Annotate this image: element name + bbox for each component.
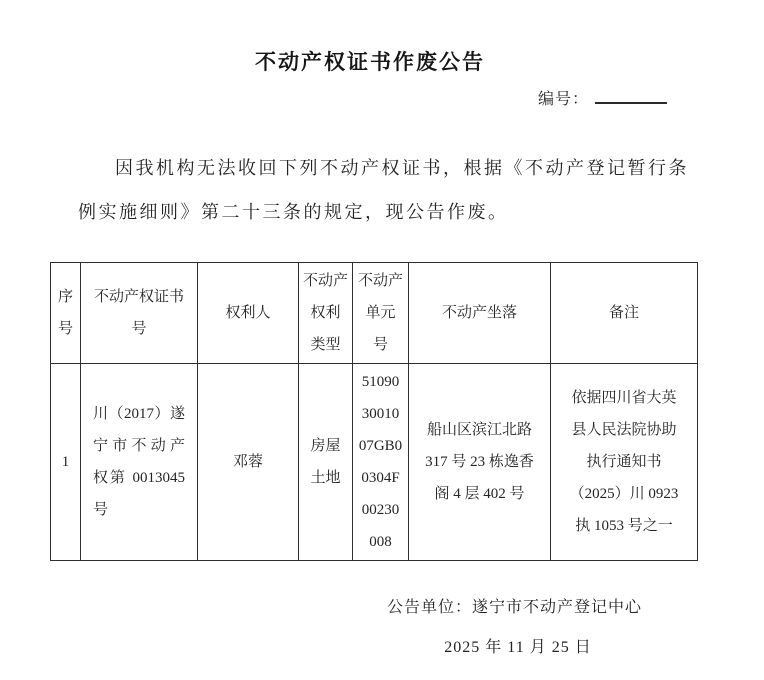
document-number-label: 编号：: [538, 91, 590, 108]
text-line: 序: [57, 289, 73, 305]
text-line: 权第 0013045: [93, 470, 185, 486]
text-line: 号: [372, 337, 388, 353]
body-line: 例实施细则》第二十三条的规定，现公告作废。: [78, 202, 509, 222]
text-line: 00230: [361, 502, 400, 518]
cell-unit-no: [353, 364, 409, 561]
certificates-table: [50, 262, 698, 561]
text-line: 船山区滨江北路: [426, 422, 532, 438]
text-line: 权利: [310, 305, 341, 321]
col-header-seq: [51, 263, 81, 364]
col-header-right-type: [299, 263, 353, 364]
text-line: 008: [369, 534, 392, 550]
text-line: 类型: [310, 337, 341, 353]
text-line: 不动产: [357, 273, 403, 289]
cell-holder: 邓蓉: [198, 364, 299, 561]
text-line: 县人民法院协助: [571, 422, 677, 438]
text-line: 执 1053 号之一: [575, 518, 673, 534]
text-line: 依据四川省大英: [571, 390, 677, 406]
text-line: 阁 4 层 402 号: [434, 486, 525, 502]
table-row: [51, 364, 698, 561]
text-line: 号: [93, 502, 109, 518]
body-line: 因我机构无法收回下列不动产权证书，根据《不动产登记暂行条: [115, 158, 689, 178]
text-line: 0304F: [361, 470, 400, 486]
issuer-line: 公告单位：遂宁市不动产登记中心: [387, 599, 643, 616]
text-line: 川（2017）遂: [93, 406, 185, 422]
text-line: 不动产: [303, 273, 349, 289]
text-line: 土地: [310, 470, 341, 486]
text-line: （2025）川 0923: [569, 486, 679, 502]
text-line: 号: [131, 321, 147, 337]
text-line: 号: [57, 321, 73, 337]
text-line: 51090: [361, 374, 400, 390]
text-line: 单元: [365, 305, 396, 321]
text-line: 执行通知书: [586, 454, 662, 470]
cell-location: [409, 364, 551, 561]
body-paragraph: [78, 146, 698, 234]
text-line: 07GB0: [358, 438, 403, 454]
text-line: 30010: [361, 406, 400, 422]
col-header-remarks: 备注: [551, 263, 698, 364]
cell-remarks: [551, 364, 698, 561]
text-line: 317 号 23 栋逸香: [425, 454, 534, 470]
footer: [387, 596, 649, 660]
col-header-unit-no: [353, 263, 409, 364]
text-line: 不动产权证书: [93, 289, 184, 305]
table-header-row: [51, 263, 698, 364]
col-header-holder: 权利人: [198, 263, 299, 364]
document-number: [538, 86, 667, 109]
cell-right-type: [299, 364, 353, 561]
text-line: 房屋: [310, 438, 341, 454]
text-line: 宁市不动产: [93, 438, 185, 454]
col-header-cert-no: [81, 263, 198, 364]
date-line: 2025 年 11 月 25 日: [444, 639, 592, 656]
cell-cert-no: [81, 364, 198, 561]
page-title: 不动产权证书作废公告: [255, 51, 485, 74]
col-header-location: 不动产坐落: [409, 263, 551, 364]
document-number-blank-line: [595, 90, 667, 104]
cell-seq: 1: [51, 364, 81, 561]
